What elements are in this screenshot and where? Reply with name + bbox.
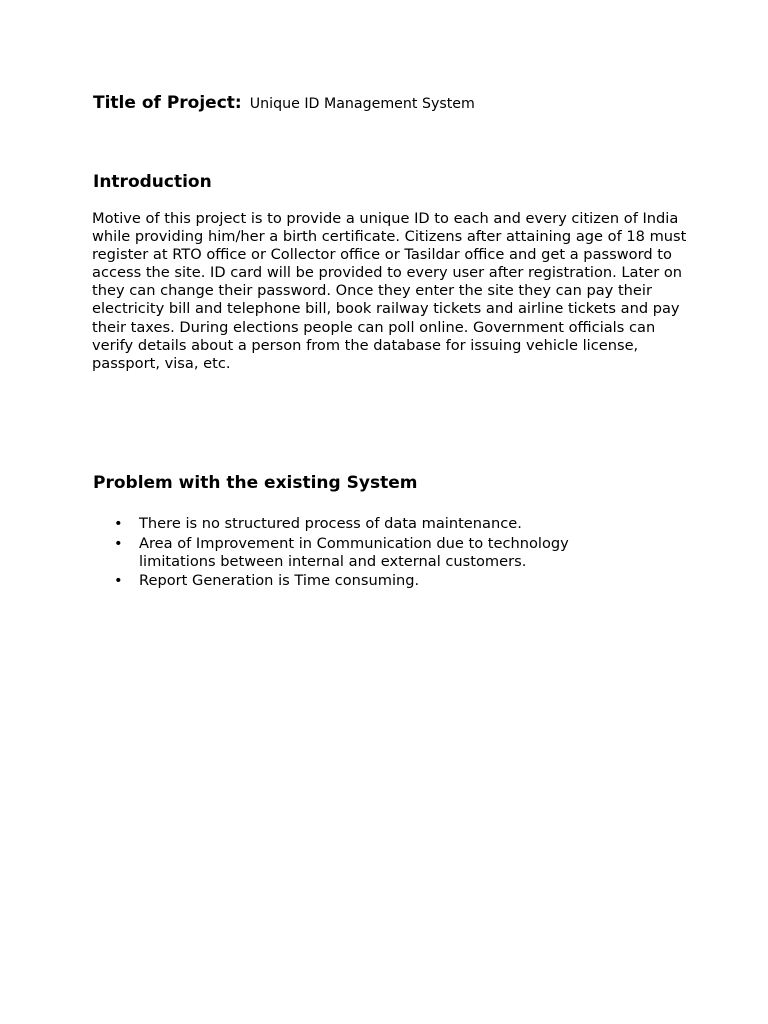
bullet-item: [0, 515, 609, 533]
project-title-label: Title of Project:: [93, 93, 242, 113]
bullet-item: [0, 535, 609, 571]
problem-heading: Problem with the existing System: [93, 473, 418, 493]
bullet-icon: •: [114, 534, 123, 552]
bullet-text: Area of Improvement in Communication due to technology limitations between internal and external customers.: [139, 534, 569, 570]
bullet-text: There is no structured process of data maintenance.: [139, 515, 522, 532]
bullet-icon: •: [114, 572, 123, 590]
project-title-line: [93, 90, 475, 117]
bullet-text: Report Generation is Time consuming.: [139, 572, 420, 590]
introduction-paragraph: Motive of this project is to provide a unique ID to each and every citizen of India while providing him/her a birth certificate. Citizens after attaining age of 18 must register at RTO office or Collector office or Tasildar office and get a password to access the site. ID card will be provided to every user after registration. Later on they can change their password. Once they enter the site they can pay their electricity bill and telephone bill, book railway tickets and airline tickets and pay their taxes. During elections people can poll online. Government officials can verify details about a person from the database for issuing vehicle license, passport, visa, etc.: [92, 210, 687, 372]
bullet-item: [0, 572, 609, 590]
problem-bullet-list: [0, 515, 768, 592]
project-title-value: Unique ID Management System: [249, 96, 475, 112]
introduction-heading: Introduction: [93, 172, 212, 192]
bullet-icon: •: [114, 515, 123, 532]
